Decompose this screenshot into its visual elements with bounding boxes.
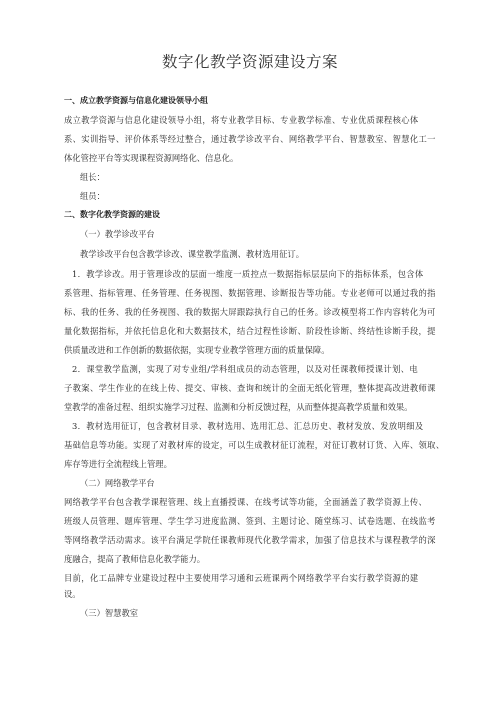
page-title: 数字化教学资源建设方案: [161, 53, 338, 71]
paragraph-line: 1．教学诊改。用于管理诊改的层面一维度一质控点一数据指标层层向下的指标体系，包含体: [72, 269, 424, 279]
paragraph-line: 系管理、指标管理、任务管理、任务视图、数据管理、诊断报告等功能。专业老师可以通过我的指: [64, 288, 436, 298]
paragraph-line: 体化管控平台等实现课程资源网络化、信息化。: [64, 153, 239, 163]
paragraph-line: 供质量改进和工作创新的数据依据，实现专业教学管理方面的质量保障。: [64, 345, 330, 355]
subheading-3: （三）智慧教室: [80, 608, 139, 618]
heading-1: 一、成立教学资源与信息化建设领导小组: [64, 96, 208, 105]
paragraph-line: 班级人员管理、题库管理、学生学习进度监测、签到、主题讨论、随堂练习、试卷选题、在线监考: [64, 516, 436, 526]
paragraph-line: 标、我的任务、我的任务视图、我的数据大屏跟踪执行自己的任务。诊改模型将工作内容转化为可: [64, 307, 436, 317]
paragraph-line: 堂教学的准备过程、组织实施学习过程、监测和分析反馈过程，从而整体提高教学质量和效果。: [64, 402, 413, 412]
paragraph-line: 基础信息等功能。实现了对教材库的设定，可以生成教材征订流程，对征订教材订货、入库、领取、: [64, 440, 445, 450]
heading-2: 二、数字化教学资源的建设: [64, 210, 160, 219]
paragraph-line: 系、实训指导、评价体系等经过整合，通过教学诊改平台、网络教学平台、智慧教室、智慧化工一: [64, 134, 436, 144]
group-leader-label: 组长：: [80, 172, 105, 182]
paragraph-line: 网络教学平台包含教学课程管理、线上直播授课、在线考试等功能，全面涵盖了教学资源上传、: [64, 497, 428, 507]
subheading-1: （一）教学诊改平台: [80, 229, 155, 239]
group-members-label: 组员：: [80, 191, 105, 201]
paragraph-line: 成立教学资源与信息化建设领导小组，将专业教学目标、专业教学标准、专业优质课程核心体: [64, 115, 419, 125]
paragraph-line: 库存等进行全流程线上管理。: [64, 459, 172, 469]
paragraph-line: 子教案、学生作业的在线上传、提交、审核、查询和统计的全面无纸化管理，整体提高改进教师课: [64, 383, 436, 393]
paragraph-line: 等网络教学活动需求。该平台满足学院任课教师现代化教学需求，加强了信息技术与课程教学的深: [64, 535, 436, 545]
subheading-2: （二）网络教学平台: [80, 478, 155, 488]
paragraph-line: 目前，化工品牌专业建设过程中主要使用学习通和云班课两个网络教学平台实行教学资源的建: [64, 573, 419, 583]
paragraph-line: 3．教材选用征订，包含教材目录、教材选用、选用汇总、汇总历史、教材发放、发放明细及: [72, 421, 424, 431]
paragraph-line: 教学诊改平台包含教学诊改、课堂教学监测、教材选用征订。: [80, 249, 305, 259]
paragraph-line: 量化数据指标，并依托信息化和大数据技术，结合过程性诊断、阶段性诊断、终结性诊断手段，提: [64, 326, 436, 336]
paragraph-line: 度融合，提高了教师信息化教学能力。: [64, 554, 206, 564]
paragraph-line: 2．课堂教学监测，实现了对专业组/学科组成员的动态管理，以及对任课教师授课计划、电: [72, 364, 419, 374]
paragraph-line: 设。: [64, 589, 81, 599]
